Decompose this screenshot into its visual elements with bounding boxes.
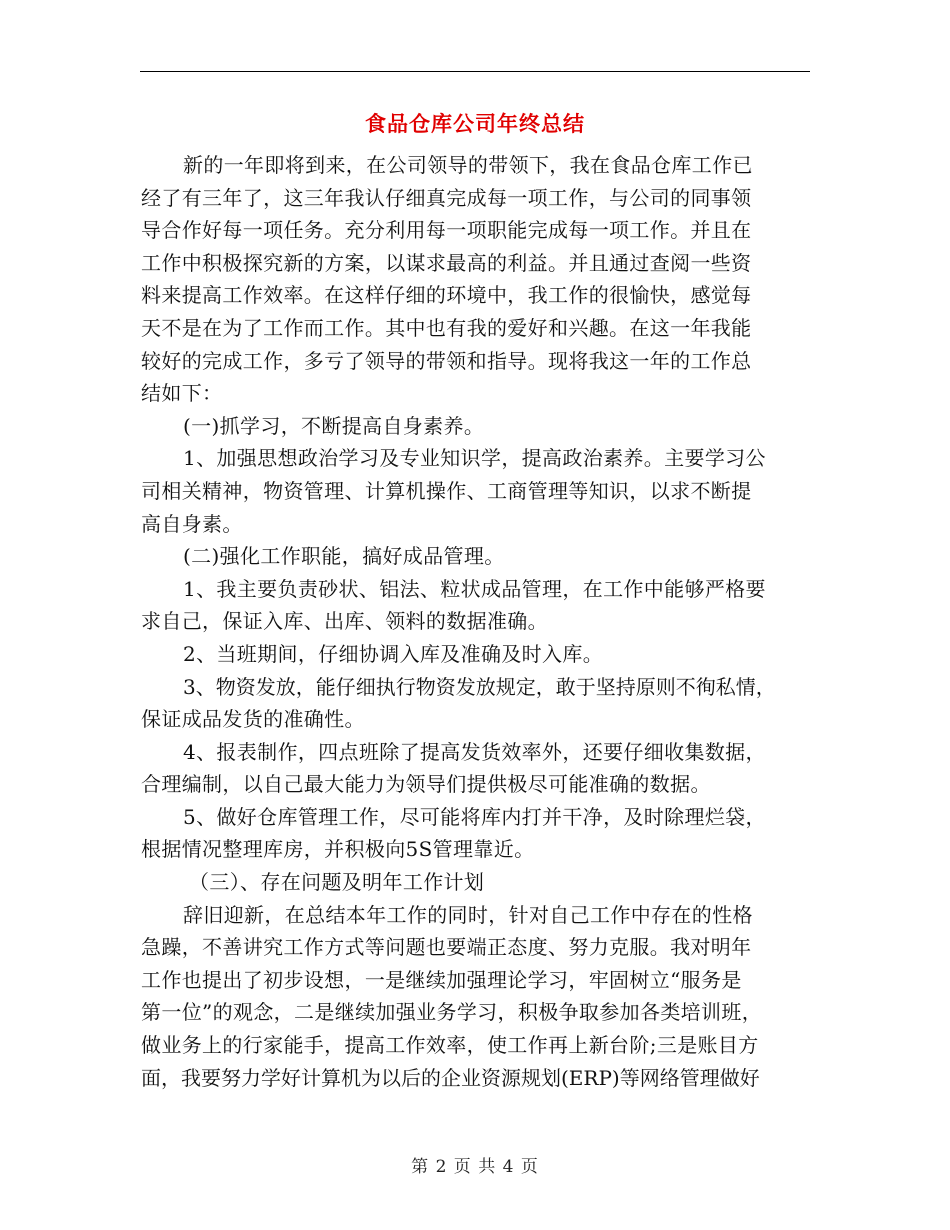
body-line: 高自身素。	[141, 511, 243, 536]
body-line: 司相关精神，物资管理、计算机操作、工商管理等知识，以求不断提	[141, 478, 752, 503]
body-line: 天不是在为了工作而工作。其中也有我的爱好和兴趣。在这一年我能	[141, 315, 752, 340]
body-line: 做业务上的行家能手，提高工作效率，使工作再上新台阶;三是账目方	[141, 1033, 759, 1058]
body-line: 第一位”的观念，二是继续加强业务学习，积极争取参加各类培训班，	[141, 1000, 763, 1025]
header-rule	[140, 71, 810, 72]
section-heading-1: (一)抓学习，不断提高自身素养。	[183, 413, 485, 438]
section-heading-3: （三）、存在问题及明年工作计划	[189, 870, 485, 895]
document-body	[141, 149, 811, 1094]
body-line: 工作中积极探究新的方案，以谋求最高的利益。并且通过查阅一些资	[141, 250, 752, 275]
body-line: 导合作好每一项任务。充分利用每一项职能完成每一项工作。并且在	[141, 218, 752, 243]
body-line: 面，我要努力学好计算机为以后的企业资源规划(ERP)等网络管理做好	[141, 1065, 760, 1090]
body-line: 结如下：	[141, 381, 223, 406]
body-line: 2、当班期间，仔细协调入库及准确及时入库。	[183, 641, 604, 666]
section-heading-2: (二)强化工作职能，搞好成品管理。	[183, 544, 505, 569]
body-line: 保证成品发货的准确性。	[141, 707, 365, 732]
body-line: 辞旧迎新，在总结本年工作的同时，针对自己工作中存在的性格	[183, 902, 753, 927]
body-line: 根据情况整理库房，并积极向5S管理靠近。	[141, 837, 535, 862]
body-line: 1、加强思想政治学习及专业知识学，提高政治素养。主要学习公	[183, 446, 766, 471]
body-line: 料来提高工作效率。在这样仔细的环境中，我工作的很愉快，感觉每	[141, 283, 752, 308]
body-line: 求自己，保证入库、出库、领料的数据准确。	[141, 609, 548, 634]
page-number: 第 2 页 共 4 页	[411, 1157, 539, 1177]
document-title: 食品仓库公司年终总结	[365, 112, 585, 136]
body-line: 1、我主要负责砂状、铝法、粒状成品管理，在工作中能够严格要	[183, 576, 766, 601]
body-line: 3、物资发放，能仔细执行物资发放规定，敢于坚持原则不徇私情，	[183, 674, 776, 699]
body-line: 经了有三年了，这三年我认仔细真完成每一项工作，与公司的同事领	[141, 185, 752, 210]
body-line: 5、做好仓库管理工作，尽可能将库内打并干净，及时除理烂袋，	[183, 804, 766, 829]
body-line: 工作也提出了初步设想，一是继续加强理论学习，牢固树立“服务是	[141, 967, 742, 992]
body-line: 较好的完成工作，多亏了领导的带领和指导。现将我这一年的工作总	[141, 348, 752, 373]
body-line: 急躁，不善讲究工作方式等问题也要端正态度、努力克服。我对明年	[141, 935, 752, 960]
body-line: 4、报表制作，四点班除了提高发货效率外，还要仔细收集数据，	[183, 739, 766, 764]
body-line: 合理编制，以自己最大能力为领导们提供极尽可能准确的数据。	[141, 772, 711, 797]
body-line: 新的一年即将到来，在公司领导的带领下，我在食品仓库工作已	[183, 153, 753, 177]
